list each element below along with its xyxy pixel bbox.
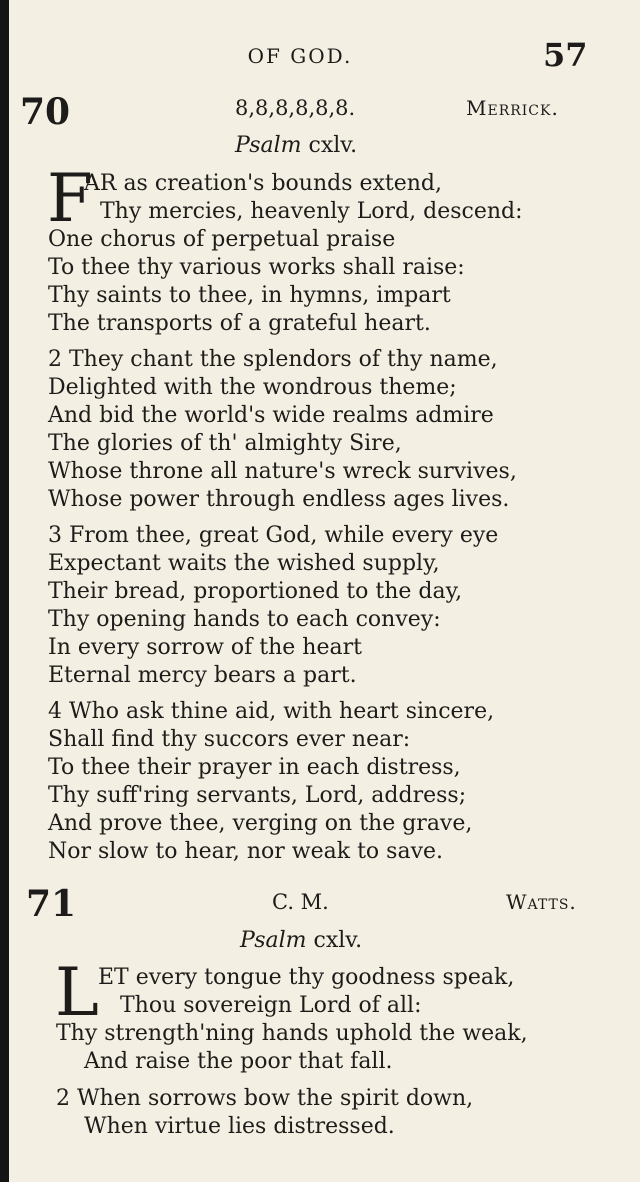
verse-line: Eternal mercy bears a part. — [48, 663, 357, 688]
drop-cap: F — [47, 160, 93, 237]
psalm-number: cxlv. — [313, 928, 363, 953]
verse-line: 4 Who ask thine aid, with heart sincere, — [48, 699, 495, 724]
verse-line: 3 From thee, great God, while every eye — [48, 523, 499, 548]
verse-line: One chorus of perpetual praise — [48, 227, 396, 252]
verse-line: Shall find thy succors ever near: — [48, 727, 411, 752]
verse-line: To thee their prayer in each distress, — [48, 755, 461, 780]
tune-name: Watts. — [506, 890, 577, 914]
psalm-reference — [235, 133, 357, 158]
psalm-number: cxlv. — [308, 133, 358, 158]
hymn-number: 70 — [20, 91, 71, 133]
verse-line: Whose power through endless ages lives. — [48, 487, 510, 512]
verse-line: The glories of th' almighty Sire, — [48, 431, 402, 456]
drop-cap: L — [55, 954, 99, 1031]
verse-line: Expectant waits the wished supply, — [48, 551, 440, 576]
hymn-meter: C. M. — [272, 890, 329, 914]
page-number: 57 — [543, 36, 588, 74]
psalm-label: Psalm — [240, 928, 307, 953]
verse-line: AR as creation's bounds extend, — [84, 171, 443, 196]
verse-line: In every sorrow of the heart — [48, 635, 362, 660]
verse-line: Delighted with the wondrous theme; — [48, 375, 457, 400]
verse-line: Thy opening hands to each convey: — [48, 607, 441, 632]
verse-line: Whose throne all nature's wreck survives, — [48, 459, 517, 484]
verse-line: And bid the world's wide realms admire — [48, 403, 494, 428]
psalm-label: Psalm — [235, 133, 302, 158]
verse-line: 2 When sorrows bow the spirit down, — [56, 1086, 474, 1111]
verse-line: The transports of a grateful heart. — [48, 311, 431, 336]
verse-line: Their bread, proportioned to the day, — [48, 579, 463, 604]
psalm-reference — [240, 928, 362, 953]
verse-line: When virtue lies distressed. — [84, 1114, 395, 1139]
hymn-meter: 8,8,8,8,8,8. — [235, 96, 356, 120]
verse-line: ET every tongue thy goodness speak, — [98, 965, 515, 990]
verse-line: And raise the poor that fall. — [84, 1049, 393, 1074]
verse-line: Thy mercies, heavenly Lord, descend: — [100, 199, 523, 224]
verse-line: Thy saints to thee, in hymns, impart — [48, 283, 451, 308]
verse-line: And prove thee, verging on the grave, — [48, 811, 473, 836]
running-header: OF GOD. — [247, 44, 353, 68]
book-spine-edge — [0, 0, 9, 1182]
verse-line: To thee thy various works shall raise: — [48, 255, 465, 280]
hymn-number: 71 — [26, 883, 77, 925]
verse-line: Thou sovereign Lord of all: — [120, 993, 422, 1018]
verse-line: 2 They chant the splendors of thy name, — [48, 347, 498, 372]
verse-line: Nor slow to hear, nor weak to save. — [48, 839, 444, 864]
tune-name: Merrick. — [466, 96, 559, 120]
verse-line: Thy strength'ning hands uphold the weak, — [56, 1021, 528, 1046]
verse-line: Thy suff'ring servants, Lord, address; — [48, 783, 467, 808]
